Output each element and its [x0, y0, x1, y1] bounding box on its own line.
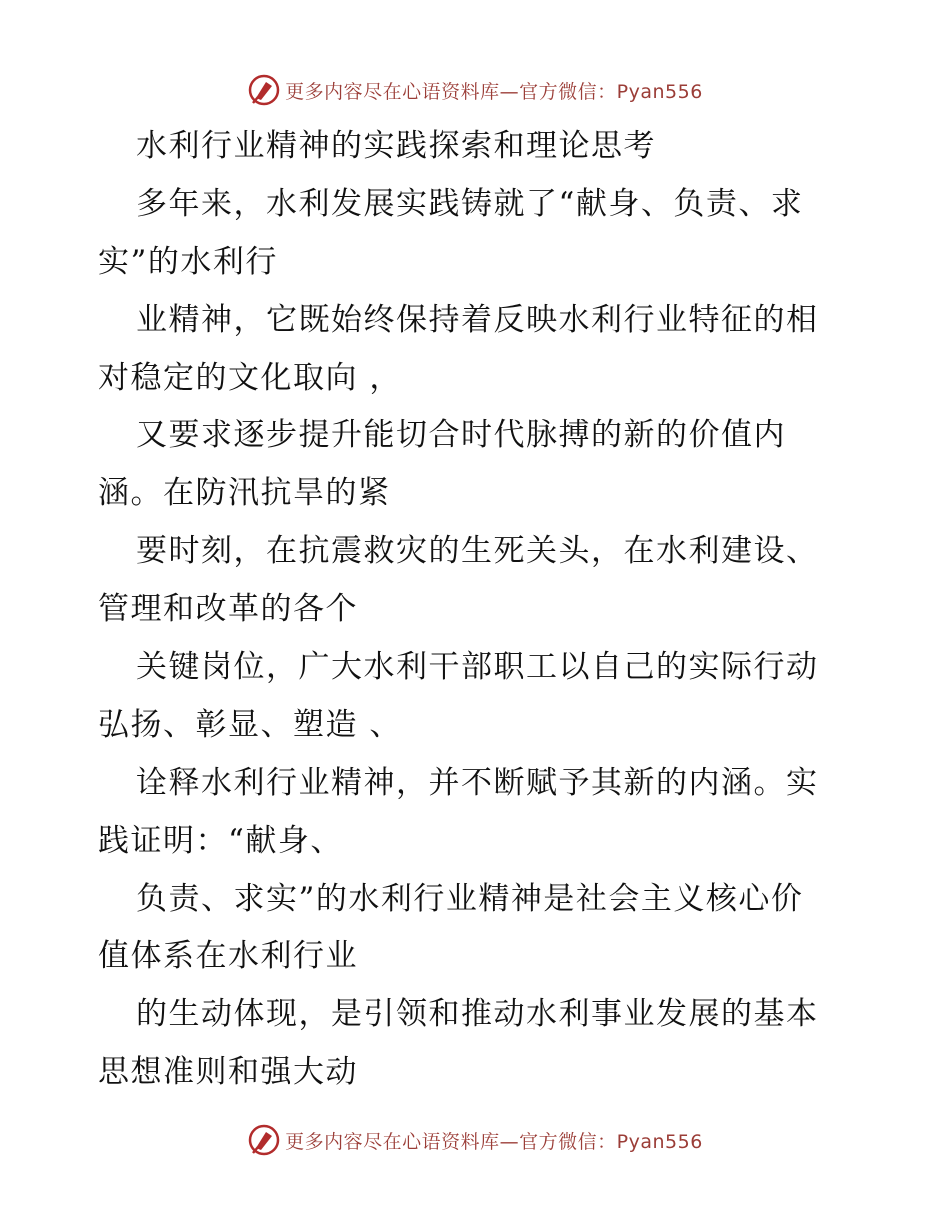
text-line: 多年来，水利发展实践铸就了“献身、负责、求: [136, 185, 804, 222]
footer-banner-text: 更多内容尽在心语资料库—官方微信：Pyan556: [285, 1130, 703, 1153]
text-line: 关键岗位，广大水利干部职工以自己的实际行动: [136, 649, 819, 686]
text-line: 又要求逐步提升能切合时代脉搏的新的价值内: [136, 417, 786, 454]
text-line: 践证明：“献身、: [98, 822, 343, 859]
text-line: 要时刻，在抗震救灾的生死关头，在水利建设、: [136, 533, 819, 570]
text-line: 实”的水利行: [98, 243, 278, 280]
text-line: 业精神，它既始终保持着反映水利行业特征的相: [136, 301, 819, 338]
text-line: 诠释水利行业精神，并不断赋予其新的内涵。实: [136, 764, 819, 801]
text-line: 的生动体现，是引领和推动水利事业发展的基本: [136, 996, 819, 1033]
text-line: 对稳定的文化取向 ，: [98, 359, 402, 396]
text-line: 负责、求实”的水利行业精神是社会主义核心价: [136, 880, 804, 917]
text-line: 涵。在防汛抗旱的紧: [98, 475, 391, 512]
text-line: 管理和改革的各个: [98, 591, 358, 628]
header-banner: [0, 68, 950, 112]
pen-nib-logo-icon: [247, 1123, 281, 1157]
document-title: 水利行业精神的实践探索和理论思考: [136, 128, 656, 164]
pen-nib-logo-icon: [247, 73, 281, 107]
text-line: 思想准则和强大动: [98, 1054, 358, 1091]
text-line: 弘扬、彰显、塑造 、: [98, 706, 402, 743]
text-line: 值体系在水利行业: [98, 938, 358, 975]
document-body: [98, 118, 868, 1102]
footer-banner: [0, 1118, 950, 1162]
header-banner-text: 更多内容尽在心语资料库—官方微信：Pyan556: [285, 80, 703, 103]
